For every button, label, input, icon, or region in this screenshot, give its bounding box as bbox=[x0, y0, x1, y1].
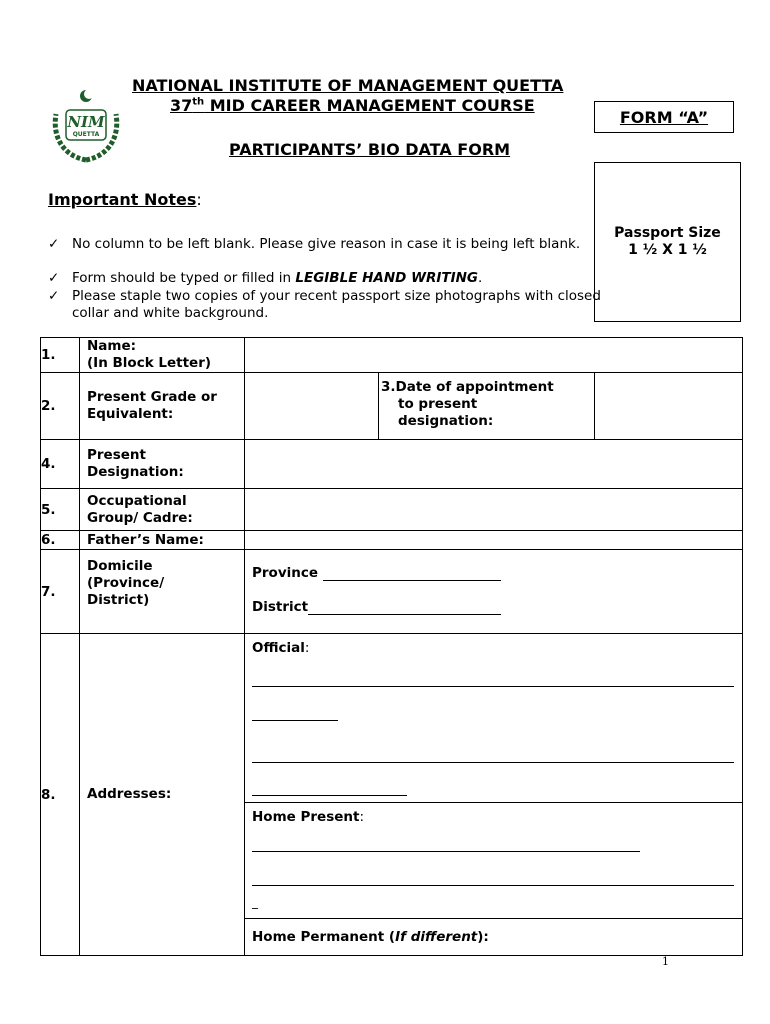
page-number: 1 bbox=[662, 955, 669, 968]
name-label: Name: (In Block Letter) bbox=[80, 338, 245, 373]
bio-data-table bbox=[40, 337, 743, 956]
course-number: 37 bbox=[170, 96, 193, 115]
table-row bbox=[41, 634, 743, 956]
passport-photo-box[interactable] bbox=[594, 162, 741, 322]
check-icon: ✓ bbox=[48, 236, 60, 252]
domicile-label: Domicile (Province/ District) bbox=[80, 550, 245, 634]
passport-dimensions: 1 ½ X 1 ½ bbox=[628, 242, 707, 258]
course-name: MID CAREER MANAGEMENT COURSE bbox=[204, 96, 535, 115]
official-address-section[interactable] bbox=[245, 634, 742, 803]
important-notes-title: Important Notes: bbox=[48, 190, 202, 209]
note-text: No column to be left blank. Please give reason in case it is being left blank. bbox=[72, 236, 581, 252]
occupational-group-field[interactable] bbox=[245, 489, 743, 531]
check-icon: ✓ bbox=[48, 270, 60, 286]
appointment-date-field[interactable] bbox=[595, 373, 743, 440]
check-icon: ✓ bbox=[48, 288, 60, 304]
district-field[interactable]: District bbox=[252, 599, 742, 615]
home-present-label: Home Present: bbox=[252, 809, 365, 825]
addresses-label: Addresses: bbox=[80, 634, 245, 956]
province-field[interactable]: Province bbox=[252, 565, 742, 581]
table-row bbox=[41, 338, 743, 373]
fathers-name-field[interactable] bbox=[245, 531, 743, 550]
dash-mark: _ bbox=[252, 895, 258, 909]
note-text: Form should be typed or filled in LEGIBLE HAND WRITING. bbox=[72, 270, 483, 286]
passport-size-label: Passport Size bbox=[614, 225, 721, 241]
form-a-label: FORM “A” bbox=[594, 101, 734, 133]
table-row bbox=[41, 440, 743, 489]
table-row bbox=[41, 489, 743, 531]
note-item bbox=[48, 236, 608, 270]
present-grade-field[interactable] bbox=[245, 373, 379, 440]
row-number: 1. bbox=[41, 338, 80, 373]
logo-city: QUETTA bbox=[72, 131, 100, 138]
domicile-field bbox=[245, 550, 743, 634]
course-title bbox=[170, 96, 535, 115]
present-designation-field[interactable] bbox=[245, 440, 743, 489]
occupational-group-label: Occupational Group/ Cadre: bbox=[80, 489, 245, 531]
present-grade-label: Present Grade or Equivalent: bbox=[80, 373, 245, 440]
row-number: 4. bbox=[41, 440, 80, 489]
present-designation-label: Present Designation: bbox=[80, 440, 245, 489]
form-title: PARTICIPANTS’ BIO DATA FORM bbox=[229, 140, 511, 159]
note-text: Please staple two copies of your recent passport size photographs with closed collar and white background. bbox=[72, 288, 601, 321]
table-row bbox=[41, 550, 743, 634]
row-number: 2. bbox=[41, 373, 80, 440]
row-number: 5. bbox=[41, 489, 80, 531]
row-number: 6. bbox=[41, 531, 80, 550]
row-number: 7. bbox=[41, 550, 80, 634]
row-number: 8. bbox=[41, 634, 80, 956]
fathers-name-label: Father’s Name: bbox=[80, 531, 245, 550]
nim-logo bbox=[46, 86, 126, 166]
addresses-field bbox=[245, 634, 743, 956]
logo-initials: NIM bbox=[67, 113, 105, 131]
home-permanent-address-section[interactable] bbox=[245, 919, 742, 955]
home-permanent-label: Home Permanent (If different): bbox=[252, 929, 489, 945]
institute-title: NATIONAL INSTITUTE OF MANAGEMENT QUETTA bbox=[132, 76, 564, 95]
appointment-date-label: 3.Date of appointment to present designation: bbox=[379, 373, 595, 440]
table-row bbox=[41, 373, 743, 440]
official-address-label: Official: bbox=[252, 640, 310, 656]
course-number-suffix: th bbox=[192, 96, 205, 108]
note-item bbox=[48, 288, 608, 322]
home-present-address-section[interactable] bbox=[245, 803, 742, 919]
name-field[interactable] bbox=[245, 338, 743, 373]
table-row bbox=[41, 531, 743, 550]
note-item bbox=[48, 270, 608, 287]
